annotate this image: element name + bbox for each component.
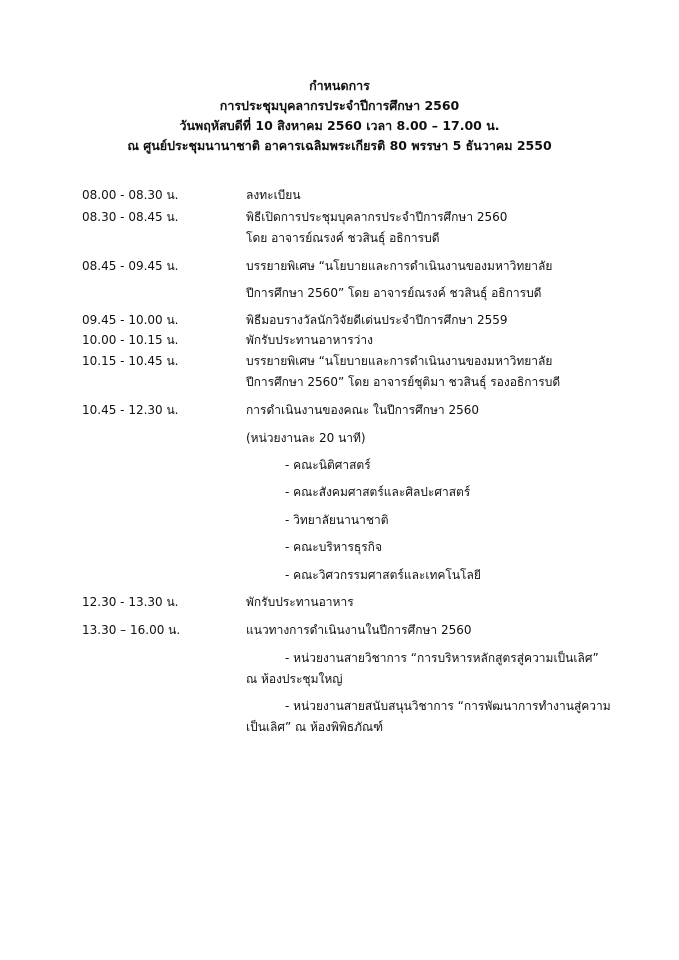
document-title: กำหนดการ — [309, 78, 370, 93]
session-room: ณ ห้องประชุมใหญ่ — [246, 672, 343, 686]
session-list-item: - หน่วยงานสายสนับสนุนวิชาการ “การพัฒนาการทำงานสู่ความ — [285, 699, 611, 713]
meeting-name: การประชุมบุคลากรประจำปีการศึกษา 2560 — [219, 98, 460, 113]
schedule-activity: แนวทางการดำเนินงานในปีการศึกษา 2560 — [246, 623, 472, 637]
schedule-time: 10.15 - 10.45 น. — [82, 354, 179, 368]
schedule-activity: พิธีมอบรางวัลนักวิจัยดีเด่นประจำปีการศึกษา 2559 — [246, 313, 508, 327]
faculty-list-item: - คณะนิติศาสตร์ — [285, 458, 371, 472]
schedule-time: 10.00 - 10.15 น. — [82, 333, 179, 347]
schedule-activity: พิธีเปิดการประชุมบุคลากรประจำปีการศึกษา 2560 — [246, 210, 508, 224]
schedule-activity: ลงทะเบียน — [246, 188, 301, 202]
faculty-list-item: - วิทยาลัยนานาชาติ — [285, 513, 389, 527]
faculty-list-item: - คณะบริหารธุรกิจ — [285, 540, 382, 554]
schedule-time: 08.30 - 08.45 น. — [82, 210, 179, 224]
schedule-activity-detail: ปีการศึกษา 2560” โดย อาจารย์ณรงค์ ชวสินธุ์ อธิการบดี — [246, 286, 542, 300]
meeting-venue: ณ ศูนย์ประชุมนานาชาติ อาคารเฉลิมพระเกียรติ 80 พรรษา 5 ธันวาคม 2550 — [127, 138, 552, 153]
session-list-item: - หน่วยงานสายวิชาการ “การบริหารหลักสูตรสู่ความเป็นเลิศ” — [285, 651, 599, 665]
faculty-list-item: - คณะสังคมศาสตร์และศิลปะศาสตร์ — [285, 485, 471, 499]
schedule-activity: การดำเนินงานของคณะ ในปีการศึกษา 2560 — [246, 403, 479, 417]
schedule-time: 09.45 - 10.00 น. — [82, 313, 179, 327]
schedule-activity-detail: โดย อาจารย์ณรงค์ ชวสินธุ์ อธิการบดี — [246, 231, 440, 245]
schedule-time: 08.45 - 09.45 น. — [82, 259, 179, 273]
schedule-time: 12.30 - 13.30 น. — [82, 595, 179, 609]
schedule-activity-detail: ปีการศึกษา 2560” โดย อาจารย์ชุติมา ชวสินธุ์ รองอธิการบดี — [246, 375, 561, 389]
session-room: เป็นเลิศ” ณ ห้องพิพิธภัณฑ์ — [246, 720, 384, 734]
faculty-list-item: - คณะวิศวกรรมศาสตร์และเทคโนโลยี — [285, 568, 481, 582]
schedule-activity: พักรับประทานอาหาร — [246, 595, 354, 609]
meeting-date: วันพฤหัสบดีที่ 10 สิงหาคม 2560 เวลา 8.00 – 17.00 น. — [179, 118, 500, 133]
schedule-time: 10.45 - 12.30 น. — [82, 403, 179, 417]
schedule-activity: บรรยายพิเศษ “นโยบายและการดำเนินงานของมหาวิทยาลัย — [246, 354, 553, 368]
schedule-activity: พักรับประทานอาหารว่าง — [246, 333, 373, 347]
schedule-time: 08.00 - 08.30 น. — [82, 188, 179, 202]
schedule-activity-note: (หน่วยงานละ 20 นาที) — [246, 431, 366, 445]
schedule-time: 13.30 – 16.00 น. — [82, 623, 181, 637]
document-header — [0, 76, 679, 156]
schedule-activity: บรรยายพิเศษ “นโยบายและการดำเนินงานของมหาวิทยาลัย — [246, 259, 553, 273]
